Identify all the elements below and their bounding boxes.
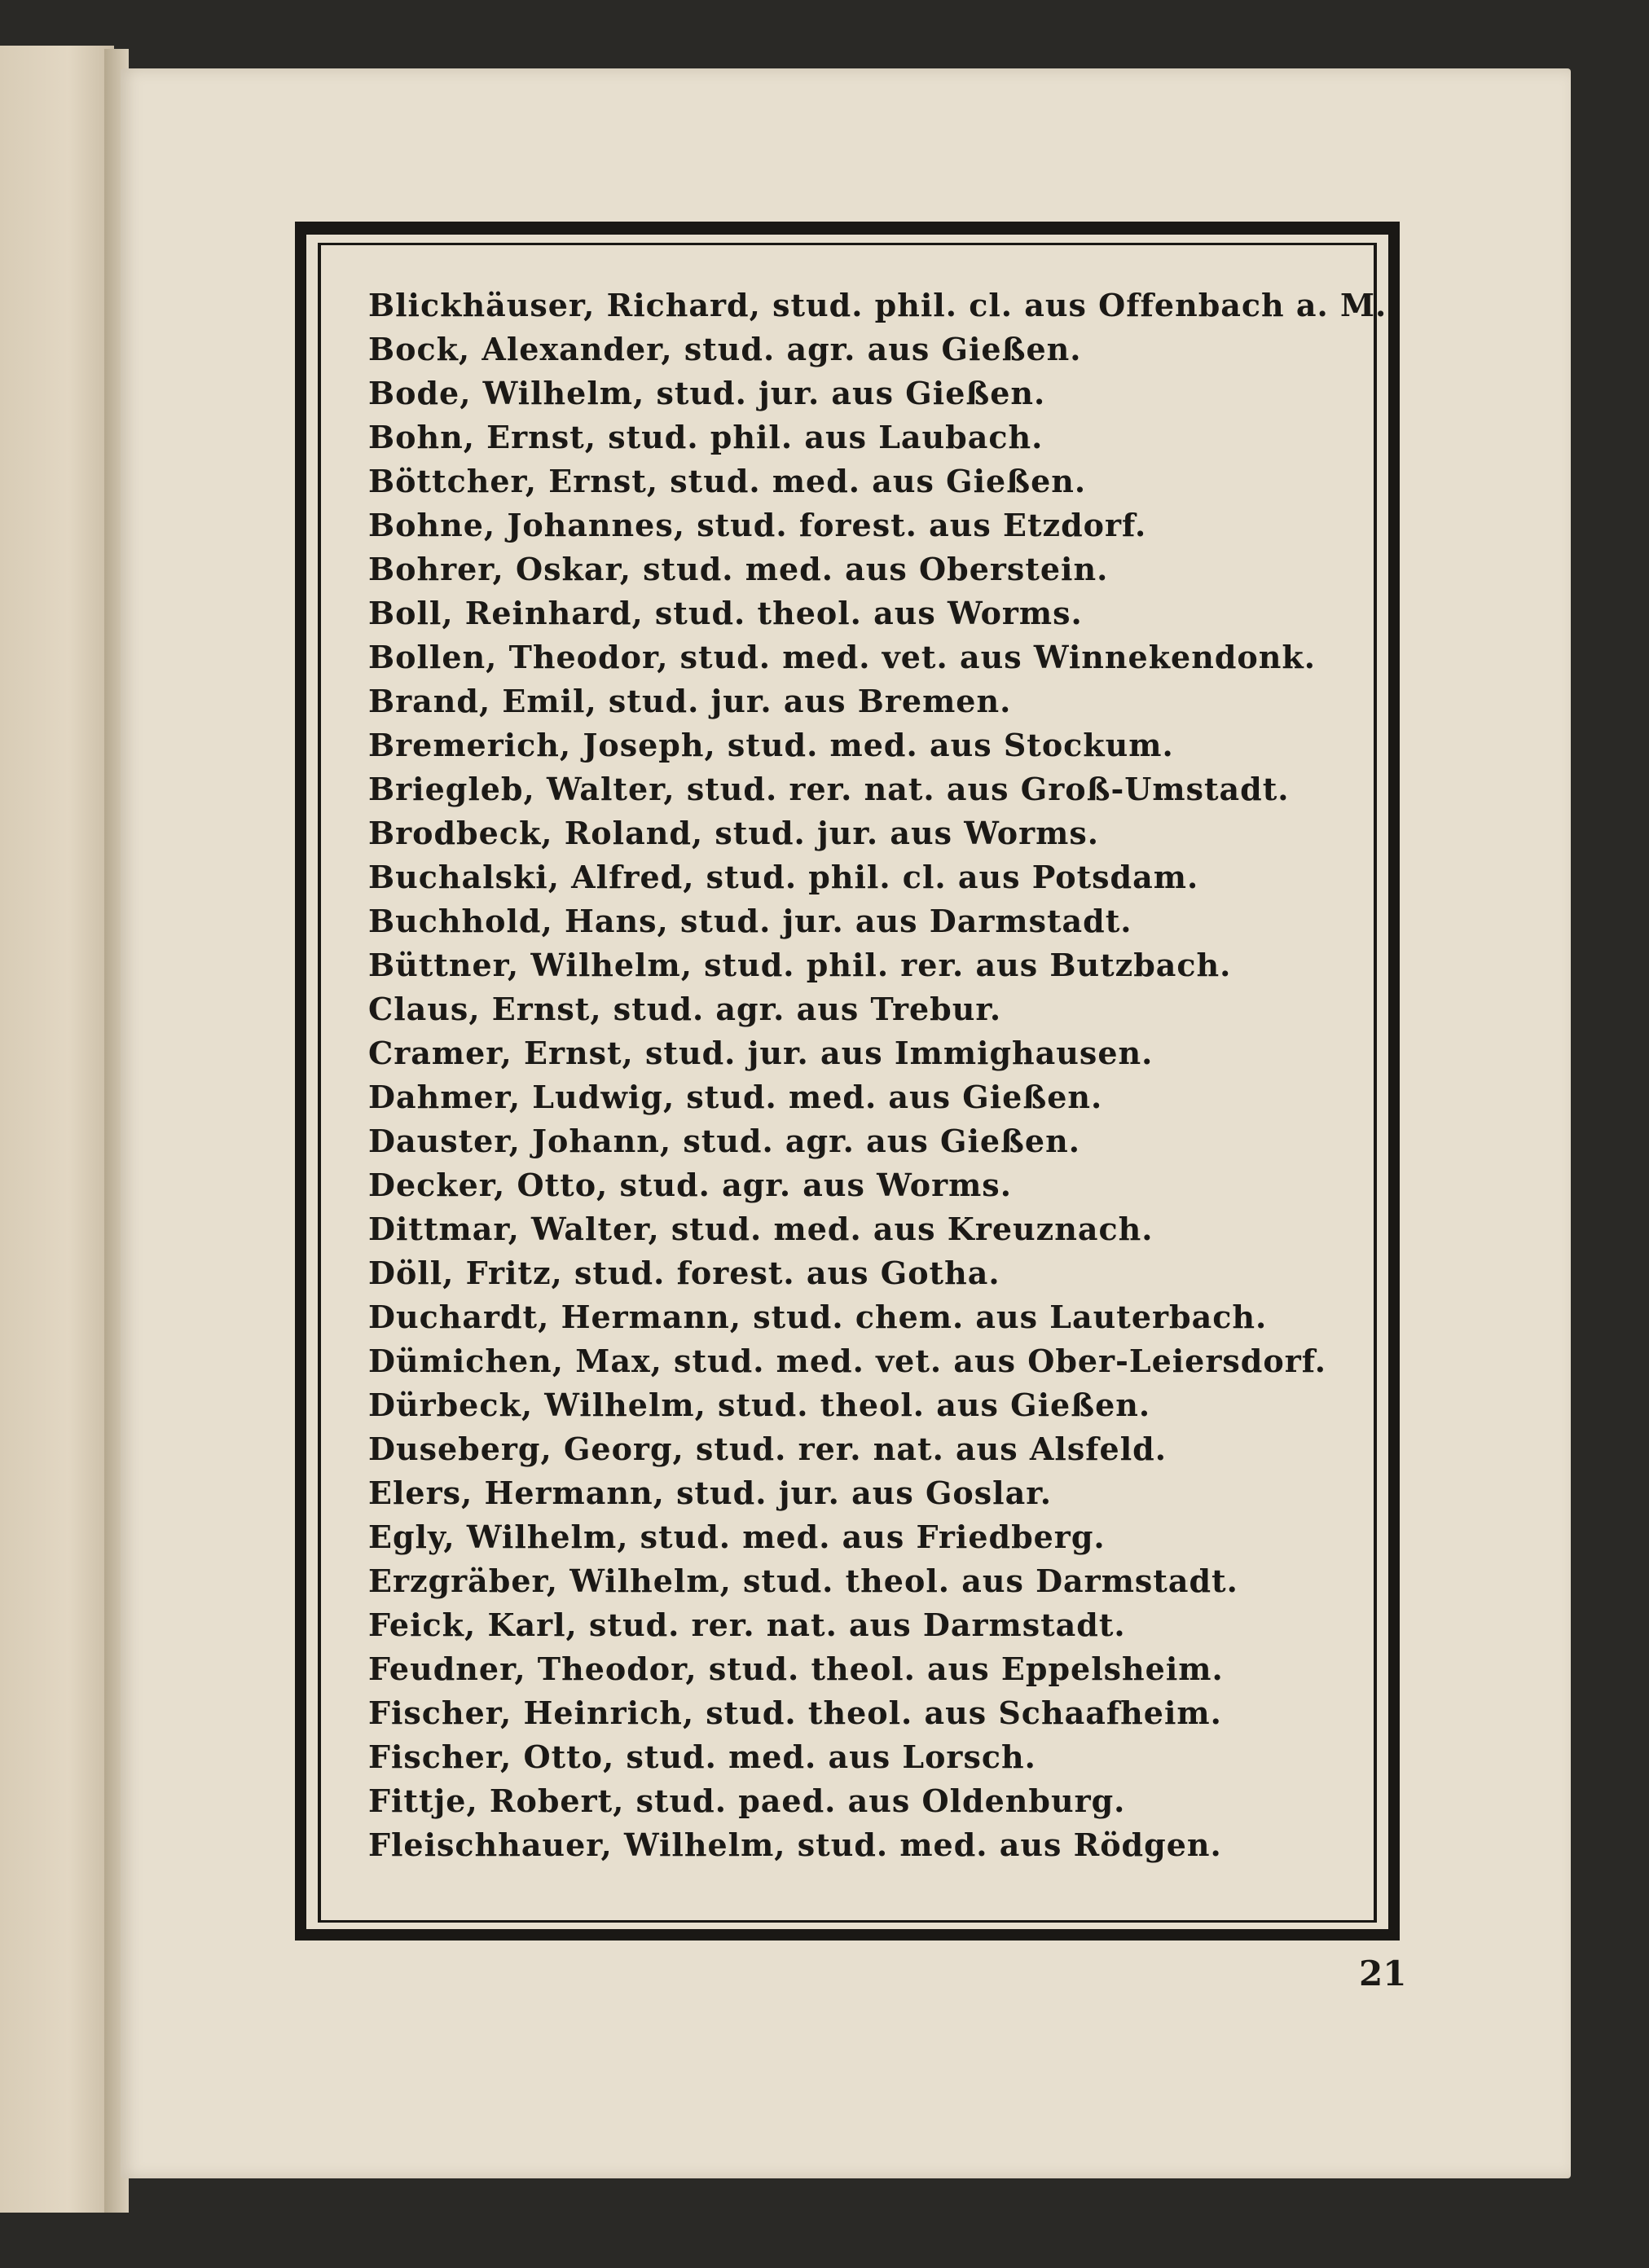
list-item: Bohne, Johannes, stud. forest. aus Etzdorf. bbox=[368, 507, 1147, 543]
list-item: Blickhäuser, Richard, stud. phil. cl. aus Offenbach a. M. bbox=[368, 287, 1387, 323]
list-item: Decker, Otto, stud. agr. aus Worms. bbox=[368, 1167, 1012, 1203]
list-item: Feick, Karl, stud. rer. nat. aus Darmstadt. bbox=[368, 1606, 1126, 1643]
list-item: Erzgräber, Wilhelm, stud. theol. aus Darmstadt. bbox=[368, 1563, 1238, 1599]
list-item: Bohrer, Oskar, stud. med. aus Oberstein. bbox=[368, 551, 1109, 587]
list-item: Bock, Alexander, stud. agr. aus Gießen. bbox=[368, 331, 1082, 367]
list-item: Döll, Fritz, stud. forest. aus Gotha. bbox=[368, 1255, 1000, 1291]
list-item: Bohn, Ernst, stud. phil. aus Laubach. bbox=[368, 419, 1044, 455]
list-item: Cramer, Ernst, stud. jur. aus Immighausen. bbox=[368, 1035, 1154, 1071]
list-item: Buchalski, Alfred, stud. phil. cl. aus Potsdam. bbox=[368, 859, 1199, 895]
list-item: Dümichen, Max, stud. med. vet. aus Ober-Leiersdorf. bbox=[368, 1343, 1326, 1379]
list-item: Dittmar, Walter, stud. med. aus Kreuznach. bbox=[368, 1211, 1154, 1247]
list-item: Fischer, Heinrich, stud. theol. aus Schaafheim. bbox=[368, 1694, 1222, 1731]
list-item: Bollen, Theodor, stud. med. vet. aus Winnekendonk. bbox=[368, 639, 1316, 675]
list-item: Brodbeck, Roland, stud. jur. aus Worms. bbox=[368, 815, 1099, 851]
student-list bbox=[368, 284, 1387, 1867]
list-item: Dürbeck, Wilhelm, stud. theol. aus Gießen. bbox=[368, 1387, 1151, 1423]
list-item: Boll, Reinhard, stud. theol. aus Worms. bbox=[368, 595, 1083, 631]
list-item: Elers, Hermann, stud. jur. aus Goslar. bbox=[368, 1475, 1052, 1511]
list-item: Fischer, Otto, stud. med. aus Lorsch. bbox=[368, 1738, 1036, 1775]
list-item: Egly, Wilhelm, stud. med. aus Friedberg. bbox=[368, 1519, 1106, 1555]
list-item: Bode, Wilhelm, stud. jur. aus Gießen. bbox=[368, 375, 1046, 411]
list-item: Fittje, Robert, stud. paed. aus Oldenburg. bbox=[368, 1782, 1126, 1819]
left-page-edge bbox=[0, 46, 114, 2213]
list-item: Bremerich, Joseph, stud. med. aus Stockum. bbox=[368, 727, 1174, 763]
list-item: Dahmer, Ludwig, stud. med. aus Gießen. bbox=[368, 1079, 1103, 1115]
list-item: Feudner, Theodor, stud. theol. aus Eppelsheim. bbox=[368, 1650, 1224, 1687]
list-item: Brand, Emil, stud. jur. aus Bremen. bbox=[368, 683, 1012, 719]
list-item: Dauster, Johann, stud. agr. aus Gießen. bbox=[368, 1123, 1080, 1159]
list-item: Fleischhauer, Wilhelm, stud. med. aus Rödgen. bbox=[368, 1826, 1222, 1863]
list-item: Briegleb, Walter, stud. rer. nat. aus Groß-Umstadt. bbox=[368, 771, 1290, 807]
list-item: Duchardt, Hermann, stud. chem. aus Lauterbach. bbox=[368, 1299, 1268, 1335]
list-item: Buchhold, Hans, stud. jur. aus Darmstadt. bbox=[368, 903, 1132, 939]
list-item: Böttcher, Ernst, stud. med. aus Gießen. bbox=[368, 463, 1087, 499]
list-item: Duseberg, Georg, stud. rer. nat. aus Alsfeld. bbox=[368, 1431, 1167, 1467]
page-number: 21 bbox=[1359, 1954, 1407, 1993]
list-item: Claus, Ernst, stud. agr. aus Trebur. bbox=[368, 991, 1002, 1027]
list-item: Büttner, Wilhelm, stud. phil. rer. aus Butzbach. bbox=[368, 947, 1232, 983]
